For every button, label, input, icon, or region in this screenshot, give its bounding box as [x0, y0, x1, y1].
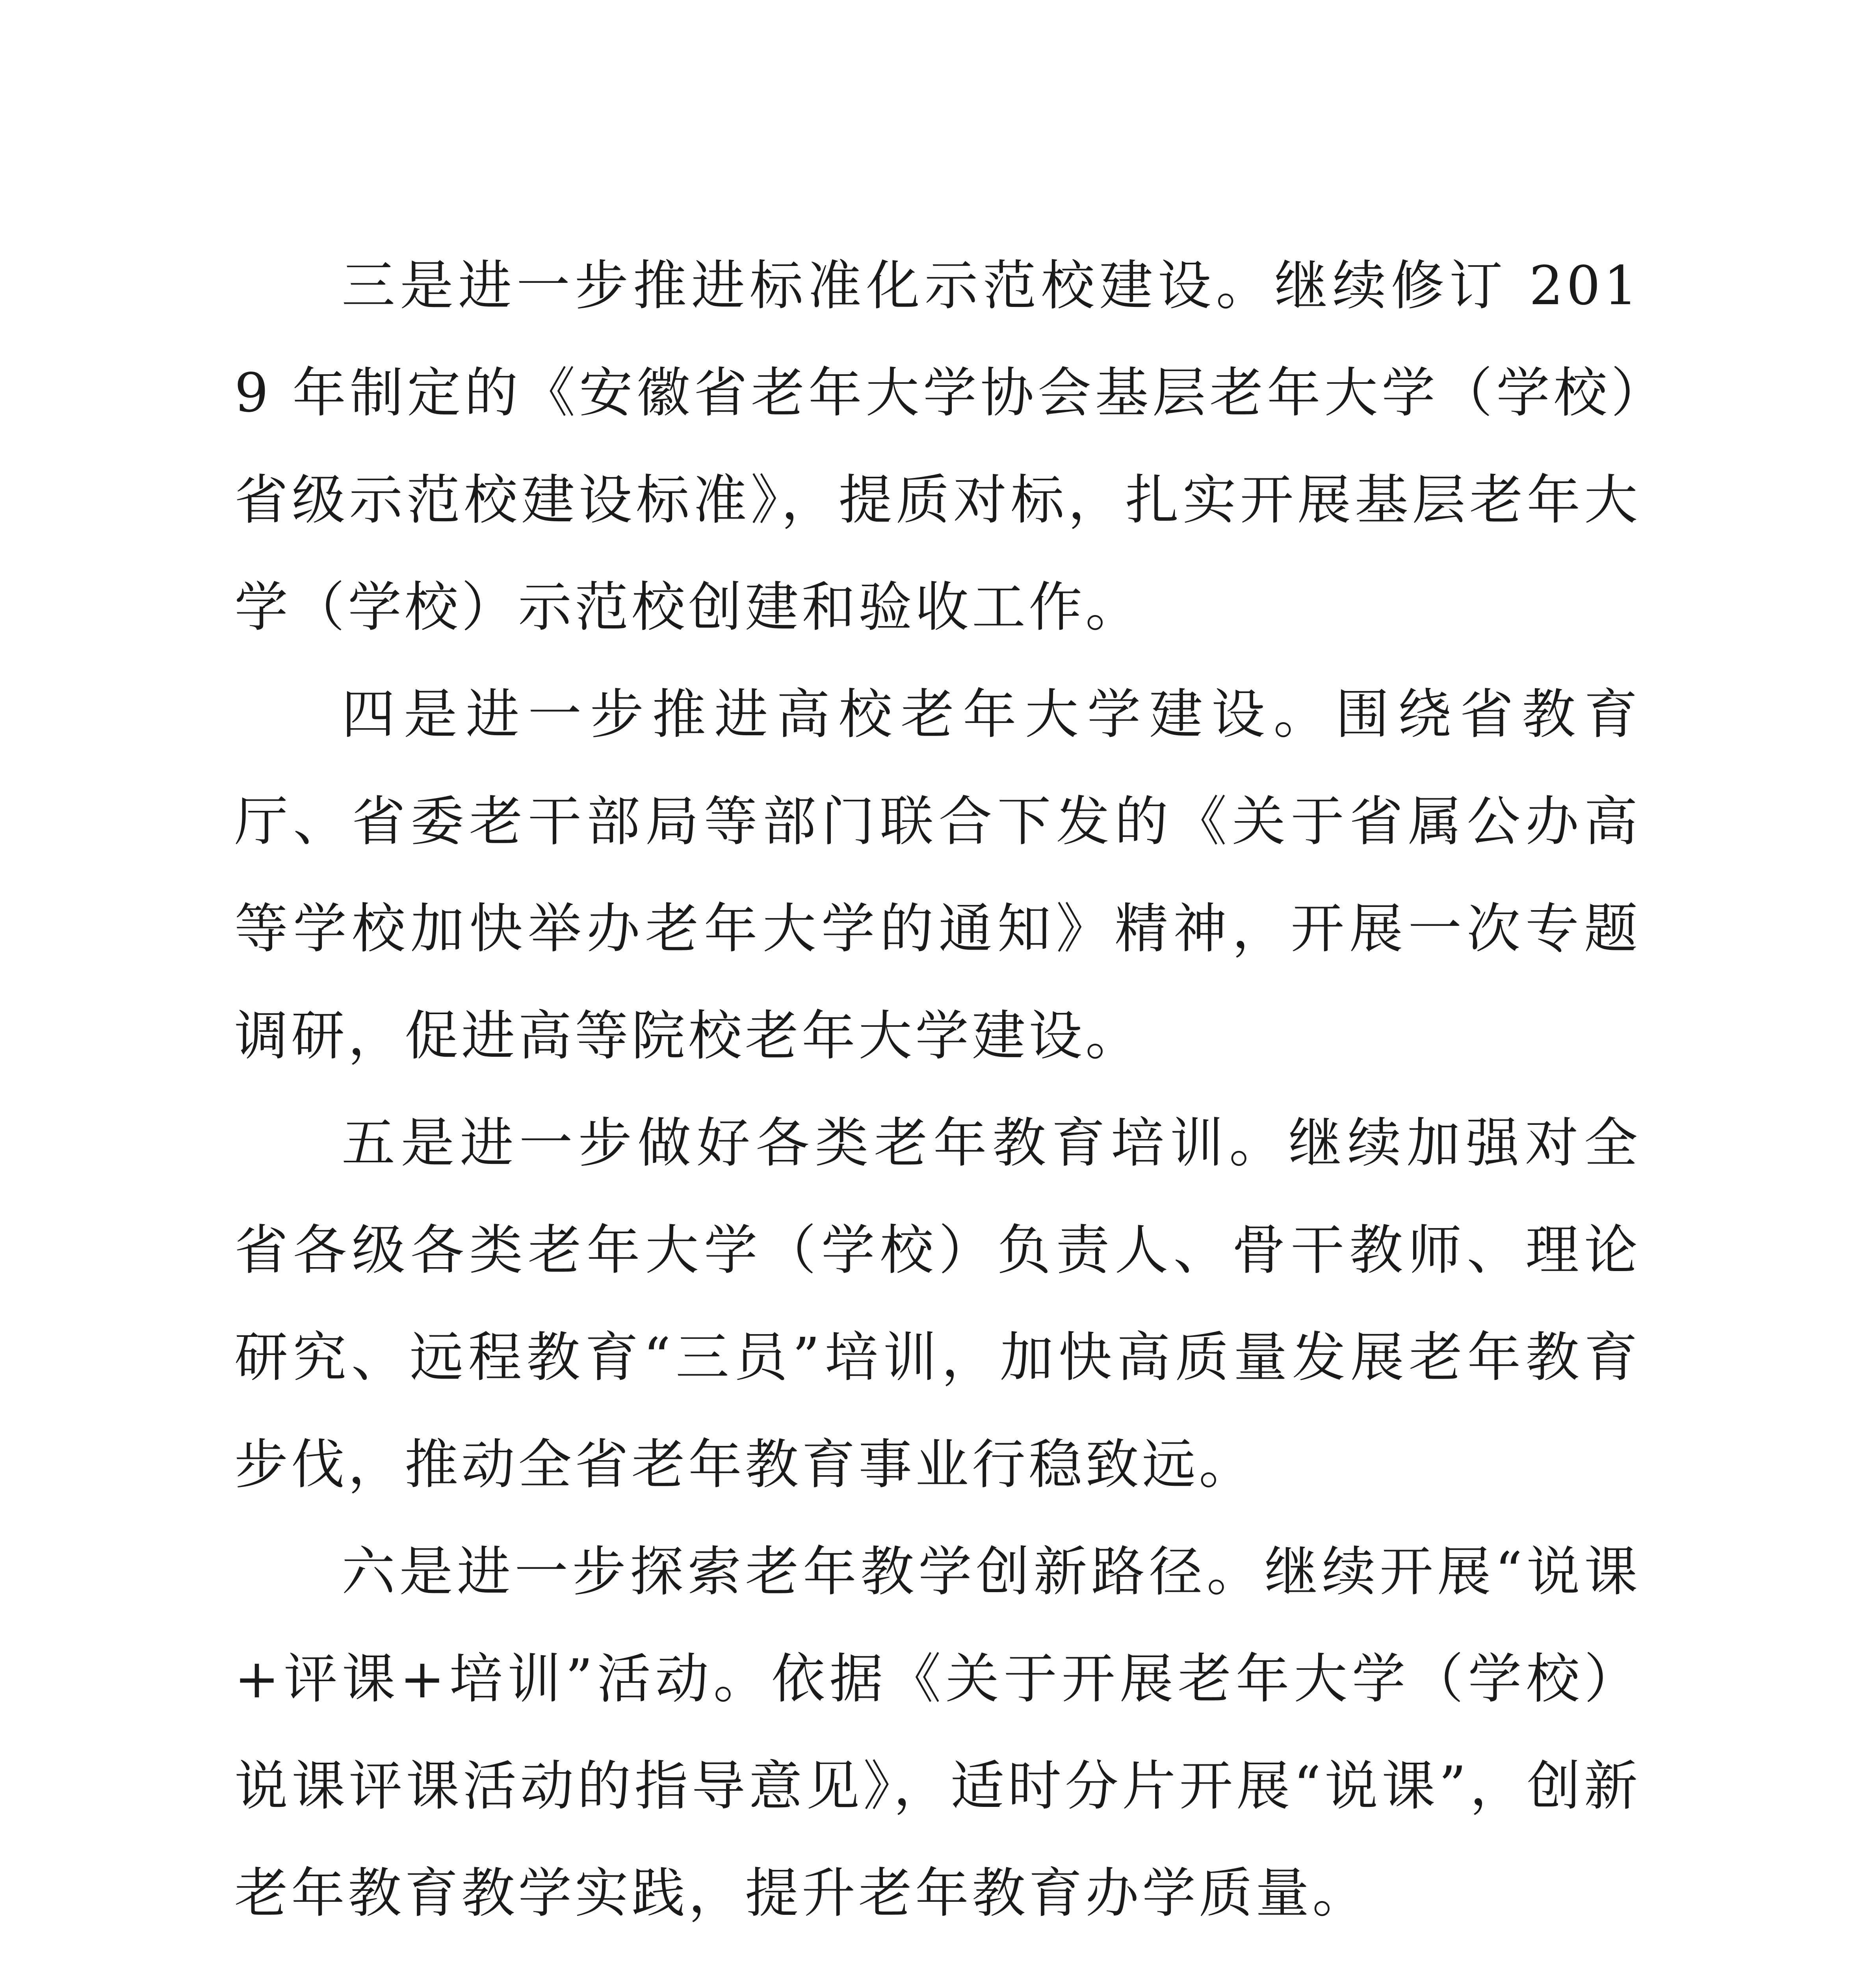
body-text	[234, 232, 1641, 1970]
paragraph-7	[234, 1947, 1641, 1970]
paragraph-lead: 四是进一步推进高校老年大学建设。	[342, 684, 1336, 746]
paragraph-3	[234, 232, 1641, 661]
paragraph-lead: 五是进一步做好各类老年教育培训。	[342, 1112, 1289, 1175]
paragraph-text: 继续加强对全省各级各类老年大学（学校）负责人、骨干教师、理论研究、远程教育“三员”培训，加快高质量发展老年教育步伐，推动全省老年教育事业行稳致远。	[234, 1112, 1641, 1496]
paragraph-lead: 六是进一步探索老年教学创新路径。	[342, 1541, 1265, 1603]
paragraph-text: 围绕省教育厅、省委老干部局等部门联合下发的《关于省属公办高等学校加快举办老年大学的通知》精神，开展一次专题调研，促进高等院校老年大学建设。	[234, 684, 1641, 1067]
paragraph-5	[234, 1090, 1641, 1518]
paragraph-4	[234, 661, 1641, 1090]
paragraph-6	[234, 1518, 1641, 1947]
paragraph-text: 继续开展“说课+评课+培训”活动。依据《关于开展老年大学（学校）说课评课活动的指导意见》，适时分片开展“说课”，创新老年教育教学实践，提升老年教育办学质量。	[234, 1541, 1641, 1925]
paragraph-lead: 三是进一步推进标准化示范校建设。	[342, 255, 1274, 317]
paragraph-text: 继续修订 2019 年制定的《安徽省老年大学协会基层老年大学（学校）省级示范校建设标准》，提质对标，扎实开展基层老年大学（学校）示范校创建和验收工作。	[234, 255, 1641, 639]
